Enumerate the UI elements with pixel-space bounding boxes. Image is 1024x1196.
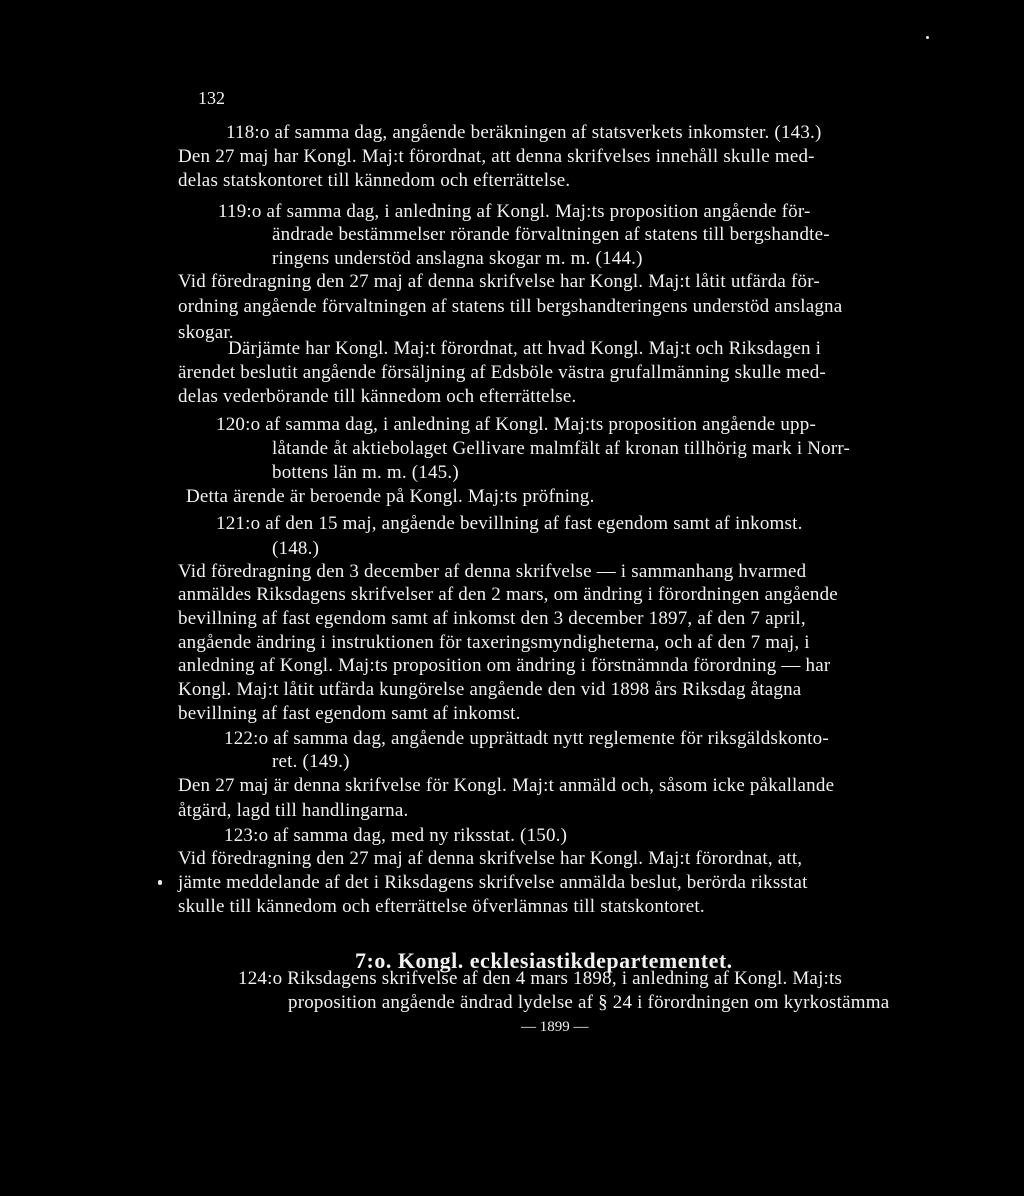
text-line: Därjämte har Kongl. Maj:t förordnat, att hvad Kongl. Maj:t och Riksdagen i xyxy=(228,338,822,359)
text-line: 123:o af samma dag, med ny riksstat. (150.) xyxy=(224,825,568,846)
text-line: 121:o af den 15 maj, angående bevillning af fast egendom samt af inkomst. xyxy=(216,513,803,534)
text-line: Den 27 maj är denna skrifvelse för Kongl. Maj:t anmäld och, såsom icke påkallande xyxy=(178,775,835,796)
text-line: ärendet beslutit angående försäljning af Edsböle västra grufallmänning skulle med- xyxy=(178,362,826,383)
text-line: åtgärd, lagd till handlingarna. xyxy=(178,800,409,821)
text-line: angående ändring i instruktionen för taxeringsmyndigheterna, och af den 7 maj, i xyxy=(178,632,810,653)
text-line: ordning angående förvaltningen af statens till bergshandteringens understöd anslagna xyxy=(178,296,843,317)
text-line: anmäldes Riksdagens skrifvelser af den 2 mars, om ändring i förordningen angående xyxy=(178,584,838,605)
footer-year: — 1899 — xyxy=(521,1019,589,1035)
text-line: 122:o af samma dag, angående upprättadt nytt reglemente för riksgäldskonto- xyxy=(224,728,829,749)
text-line: bevillning af fast egendom samt af inkomst den 3 december 1897, af den 7 april, xyxy=(178,608,806,629)
text-line: jämte meddelande af det i Riksdagens skrifvelse anmälda beslut, berörda riksstat xyxy=(178,872,808,893)
text-line: delas statskontoret till kännedom och efterrättelse. xyxy=(178,170,571,191)
text-line: Vid föredragning den 27 maj af denna skrifvelse har Kongl. Maj:t låtit utfärda för- xyxy=(178,271,820,292)
scan-speck xyxy=(926,36,929,39)
text-line: ändrade bestämmelser rörande förvaltningen af statens till bergshandte- xyxy=(272,224,830,245)
scan-speck xyxy=(158,880,162,885)
text-line: Detta ärende är beroende på Kongl. Maj:ts pröfning. xyxy=(186,486,595,507)
text-line: delas vederbörande till kännedom och efterrättelse. xyxy=(178,386,577,407)
section-heading: 7:o. Kongl. ecklesiastikdepartementet. xyxy=(355,948,733,973)
text-line: proposition angående ändrad lydelse af § 24 i förordningen om kyrkostämma xyxy=(288,992,890,1013)
text-line: bottens län m. m. (145.) xyxy=(272,462,459,483)
text-line: Vid föredragning den 27 maj af denna skrifvelse har Kongl. Maj:t förordnat, att, xyxy=(178,848,803,869)
text-line: 118:o af samma dag, angående beräkningen af statsverkets inkomster. (143.) xyxy=(226,122,822,143)
text-line: 120:o af samma dag, i anledning af Kongl. Maj:ts proposition angående upp- xyxy=(216,414,816,435)
text-line: 119:o af samma dag, i anledning af Kongl. Maj:ts proposition angående för- xyxy=(218,201,811,222)
text-line: skogar. xyxy=(178,322,234,343)
text-line: skulle till kännedom och efterrättelse öfverlämnas till statskontoret. xyxy=(178,896,705,917)
text-line: Vid föredragning den 3 december af denna skrifvelse — i sammanhang hvarmed xyxy=(178,561,807,582)
text-line: Den 27 maj har Kongl. Maj:t förordnat, att denna skrifvelses innehåll skulle med- xyxy=(178,146,815,167)
text-line: anledning af Kongl. Maj:ts proposition om ändring i förstnämnda förordning — har xyxy=(178,655,831,676)
text-line: ret. (149.) xyxy=(272,751,350,772)
page-number: 132 xyxy=(198,88,225,108)
text-line: låtande åt aktiebolaget Gellivare malmfält af kronan tillhörig mark i Norr- xyxy=(272,438,851,459)
text-line: ringens understöd anslagna skogar m. m. (144.) xyxy=(272,248,643,269)
text-line: (148.) xyxy=(272,538,320,559)
text-line: 124:o Riksdagens skrifvelse af den 4 mars 1898, i anledning af Kongl. Maj:ts xyxy=(238,968,843,989)
text-line: bevillning af fast egendom samt af inkomst. xyxy=(178,703,521,724)
text-line: Kongl. Maj:t låtit utfärda kungörelse angående den vid 1898 års Riksdag åtagna xyxy=(178,679,802,700)
